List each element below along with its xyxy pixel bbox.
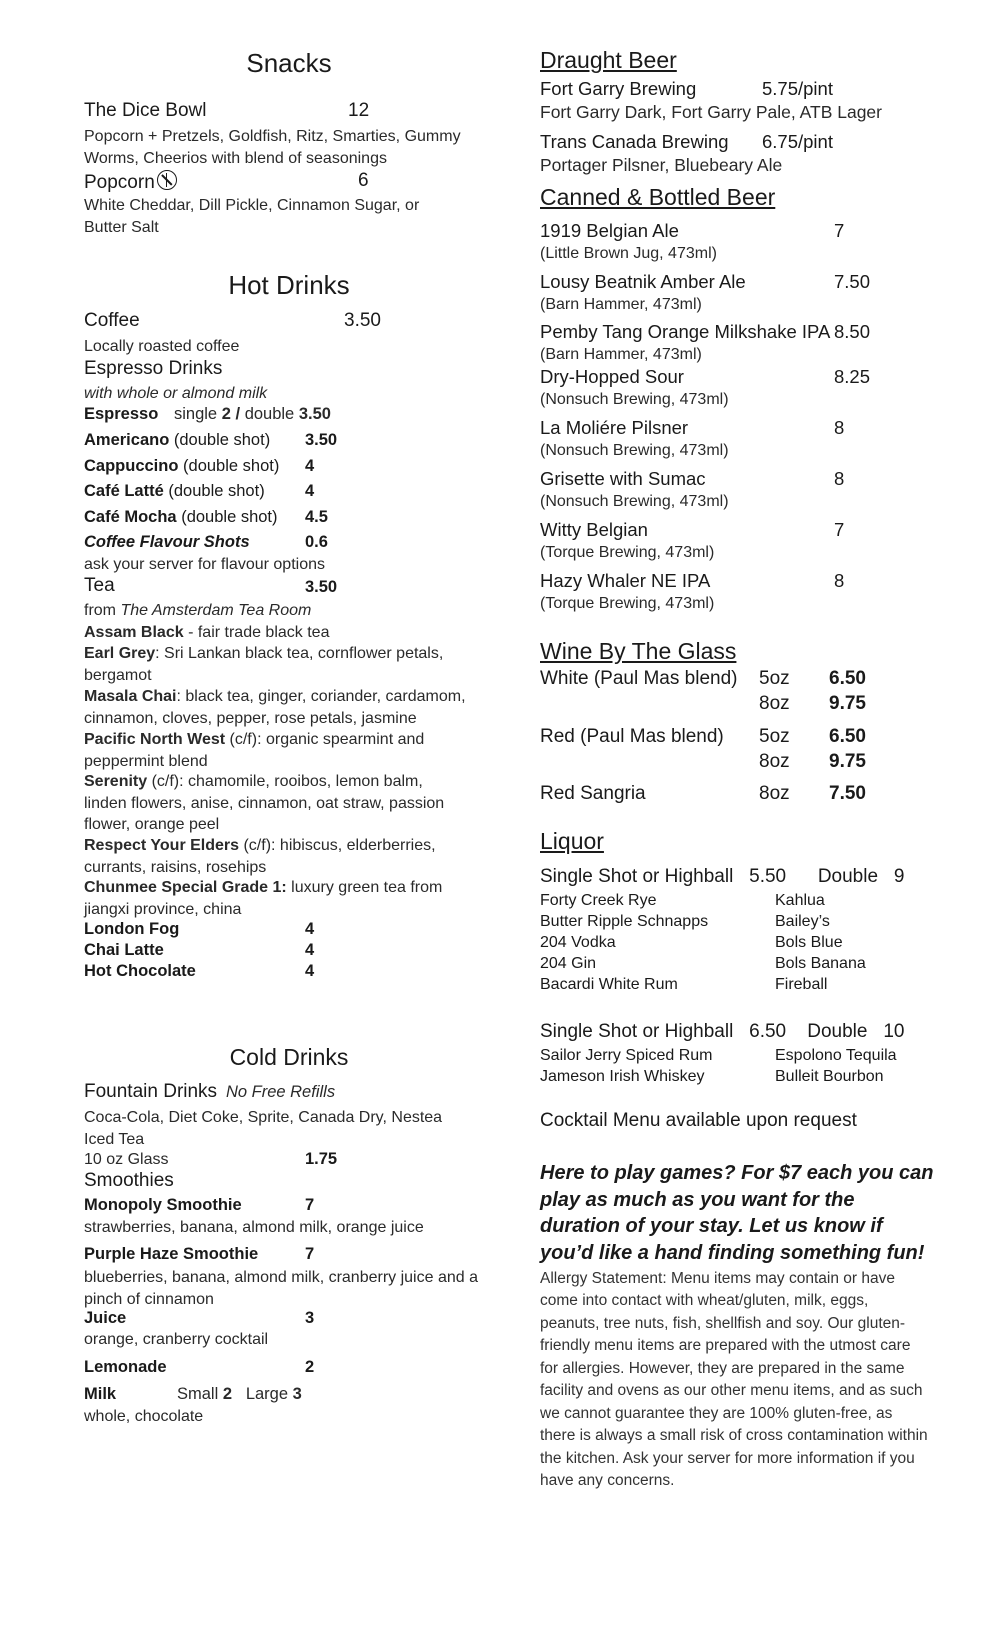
popcorn-name: Popcorn <box>84 172 155 193</box>
juice-price: 3 <box>305 1309 315 1327</box>
beer-lousy-beatnik-desc: (Barn Hammer, 473ml) <box>540 296 702 313</box>
beer-witty-belgian-name: Witty Belgian <box>540 519 648 540</box>
liquor-tier2-double-price: 10 <box>883 1021 905 1042</box>
tea-assam: Assam Black - fair trade black tea <box>84 624 330 641</box>
mocha-name: Café Mocha <box>84 508 177 526</box>
dice-bowl-name: The Dice Bowl <box>84 100 207 121</box>
latte-name: Café Latté <box>84 482 164 500</box>
red-wine-price-2: 9.75 <box>829 751 866 772</box>
latte-price: 4 <box>305 482 315 500</box>
tea-from-name: The Amsterdam Tea Room <box>120 602 312 619</box>
red-wine-price-1: 6.50 <box>829 726 866 747</box>
beer-pemby-tang-price: 8.50 <box>834 321 871 342</box>
liquor-tier1-single-price: 5.50 <box>749 866 787 887</box>
sangria-name: Red Sangria <box>540 783 646 804</box>
beer-1919-price: 7 <box>834 220 845 241</box>
tea-assam-name: Assam Black <box>84 624 184 641</box>
liquor-tier1-header <box>540 866 904 889</box>
sangria-size: 8oz <box>759 783 790 804</box>
chai-latte-price: 4 <box>305 941 315 959</box>
espresso-drinks-note: with whole or almond milk <box>84 385 268 402</box>
lemonade-name: Lemonade <box>84 1358 167 1376</box>
beer-witty-belgian-desc: (Torque Brewing, 473ml) <box>540 544 715 561</box>
liquor-tier2-left-0: Sailor Jerry Spiced Rum <box>540 1047 713 1064</box>
liquor-tier1-left-3: 204 Gin <box>540 955 597 972</box>
milk-desc: whole, chocolate <box>84 1408 204 1425</box>
liquor-tier2-left-1: Jameson Irish Whiskey <box>540 1068 705 1085</box>
hot-chocolate-price: 4 <box>305 962 315 980</box>
trans-canada-desc: Portager Pilsner, Bluebeary Ale <box>540 155 783 175</box>
beer-la-moliere-name: La Moliére Pilsner <box>540 417 689 438</box>
cappuccino-row <box>84 457 279 477</box>
tea-source <box>84 601 311 620</box>
fountain-name: Fountain Drinks <box>84 1081 218 1102</box>
americano-price: 3.50 <box>305 431 338 449</box>
lemonade-price: 2 <box>305 1358 315 1376</box>
tea-chunmee-name: Chunmee Special Grade 1: <box>84 879 287 896</box>
mocha-note: (double shot) <box>181 508 278 526</box>
cappuccino-note: (double shot) <box>183 457 280 475</box>
fort-garry-price: 5.75/pint <box>762 78 833 99</box>
espresso-double-label: double <box>244 405 295 423</box>
canned-beer-heading: Canned & Bottled Beer <box>540 184 776 210</box>
tea-earl-grey-name: Earl Grey <box>84 645 156 662</box>
popcorn-price: 6 <box>358 170 369 191</box>
dice-bowl-price: 12 <box>348 100 370 121</box>
tea-serenity-name: Serenity <box>84 773 148 790</box>
liquor-tier1-left-0: Forty Creek Rye <box>540 892 657 909</box>
coffee-desc: Locally roasted coffee <box>84 338 240 355</box>
liquor-tier2-double-label: Double <box>807 1021 868 1042</box>
white-wine-size-2: 8oz <box>759 693 790 714</box>
beer-la-moliere-price: 8 <box>834 417 845 438</box>
tea-pacific-nw: Pacific North West (c/f): organic spearmint and peppermint blend <box>84 731 425 770</box>
cocktail-note: Cocktail Menu available upon request <box>540 1110 857 1131</box>
juice-desc: orange, cranberry cocktail <box>84 1331 269 1348</box>
liquor-tier1-double-label: Double <box>817 866 879 887</box>
beer-pemby-tang-name: Pemby Tang Orange Milkshake IPA <box>540 321 831 342</box>
liquor-tier1-double-price: 9 <box>893 866 905 887</box>
cold-drinks-heading: Cold Drinks <box>229 1044 349 1070</box>
fountain-row <box>84 1081 335 1104</box>
fountain-size: 10 oz Glass <box>84 1151 169 1168</box>
tea-serenity: Serenity (c/f): chamomile, rooibos, lemon balm, linden flowers, anise, cinnamon, oat straw, passion flower, orange peel <box>84 773 445 833</box>
liquor-tier2-right-1: Bulleit Bourbon <box>775 1068 884 1085</box>
liquor-tier1-right-1: Bailey’s <box>775 913 830 930</box>
beer-hazy-whaler-desc: (Torque Brewing, 473ml) <box>540 595 715 612</box>
liquor-tier1-label: Single Shot or Highball <box>540 866 734 887</box>
liquor-tier1-left-1: Butter Ripple Schnapps <box>540 913 709 930</box>
mocha-price: 4.5 <box>305 508 328 526</box>
beer-dry-hopped-name: Dry-Hopped Sour <box>540 366 684 387</box>
americano-note: (double shot) <box>173 431 271 449</box>
liquor-tier1-right-3: Bols Banana <box>775 955 866 972</box>
purple-haze-name: Purple Haze Smoothie <box>84 1245 259 1263</box>
liquor-tier2-header <box>540 1021 904 1044</box>
smoothies-title: Smoothies <box>84 1170 174 1191</box>
chai-latte-name: Chai Latte <box>84 941 164 959</box>
fort-garry-desc: Fort Garry Dark, Fort Garry Pale, ATB Lager <box>540 102 882 122</box>
flavour-shots-desc: ask your server for flavour options <box>84 556 325 573</box>
beer-la-moliere-desc: (Nonsuch Brewing, 473ml) <box>540 442 729 459</box>
espresso-double-price: 3.50 <box>298 405 331 423</box>
espresso-single-label: single <box>174 405 218 423</box>
tea-masala-chai-name: Masala Chai <box>84 688 177 705</box>
trans-canada-name: Trans Canada Brewing <box>540 131 729 152</box>
liquor-tier1-right-0: Kahlua <box>775 892 825 909</box>
beer-dry-hopped-desc: (Nonsuch Brewing, 473ml) <box>540 391 729 408</box>
beer-grisette-price: 8 <box>834 468 845 489</box>
tea-name: Tea <box>84 575 115 596</box>
monopoly-price: 7 <box>305 1196 315 1214</box>
popcorn-name-row <box>84 170 177 195</box>
beer-hazy-whaler-price: 8 <box>834 570 845 591</box>
milk-large-label: Large <box>245 1385 289 1403</box>
wine-heading: Wine By The Glass <box>540 638 737 664</box>
sangria-price: 7.50 <box>829 783 866 804</box>
dice-bowl-desc: Popcorn + Pretzels, Goldfish, Ritz, Smarties, Gummy Worms, Cheerios with blend of seasonings <box>84 128 461 167</box>
espresso-slash: / <box>235 405 241 423</box>
americano-row <box>84 431 270 451</box>
coffee-name: Coffee <box>84 310 140 331</box>
beer-witty-belgian-price: 7 <box>834 519 845 540</box>
allergy-statement: Allergy Statement: Menu items may contain or have come into contact with wheat/gluten, milk, eggs, peanuts, tree nuts, fish, shellfish and soy. Our gluten-friendly menu items are prepared with the utmost care for allergies. However, they are prepared in the same facility and ovens as our other menu items, and as such we cannot guarantee they are 100% gluten-free, as there is always a small risk of cross contamination within the kitchen. Ask your server for more information if you have any concerns. <box>540 1270 928 1490</box>
milk-name: Milk <box>84 1385 117 1403</box>
white-wine-name: White (Paul Mas blend) <box>540 668 738 689</box>
london-fog-name: London Fog <box>84 920 180 938</box>
latte-row <box>84 482 265 502</box>
liquor-heading: Liquor <box>540 828 604 854</box>
red-wine-size-2: 8oz <box>759 751 790 772</box>
milk-prices <box>177 1385 302 1405</box>
beer-grisette-name: Grisette with Sumac <box>540 468 706 489</box>
hot-drinks-heading: Hot Drinks <box>228 270 350 300</box>
espresso-prices <box>174 405 331 425</box>
trans-canada-price: 6.75/pint <box>762 131 833 152</box>
purple-haze-price: 7 <box>305 1245 315 1263</box>
cappuccino-name: Cappuccino <box>84 457 179 475</box>
purple-haze-desc: blueberries, banana, almond milk, cranberry juice and a pinch of cinnamon <box>84 1269 478 1308</box>
americano-name: Americano <box>84 431 170 449</box>
beer-lousy-beatnik-name: Lousy Beatnik Amber Ale <box>540 271 746 292</box>
beer-1919-name: 1919 Belgian Ale <box>540 220 679 241</box>
tea-respect-elders-name: Respect Your Elders <box>84 837 240 854</box>
tea-chunmee: Chunmee Special Grade 1: luxury green tea from jiangxi province, china <box>84 879 443 918</box>
games-promo: Here to play games? For $7 each you can play as much as you want for the duration of your stay. Let us know if you’d like a hand finding something fun! <box>540 1162 934 1264</box>
beer-grisette-desc: (Nonsuch Brewing, 473ml) <box>540 493 729 510</box>
nut-free-icon <box>157 170 177 190</box>
beer-hazy-whaler-name: Hazy Whaler NE IPA <box>540 570 711 591</box>
flavour-shots-name: Coffee Flavour Shots <box>84 533 250 551</box>
beer-1919-desc: (Little Brown Jug, 473ml) <box>540 245 717 262</box>
liquor-tier1-right-2: Bols Blue <box>775 934 843 951</box>
latte-note: (double shot) <box>168 482 265 500</box>
white-wine-price-1: 6.50 <box>829 668 866 689</box>
juice-name: Juice <box>84 1309 127 1327</box>
fountain-note: No Free Refills <box>225 1083 336 1101</box>
milk-large-price: 3 <box>292 1385 302 1403</box>
milk-small-price: 2 <box>222 1385 233 1403</box>
london-fog-price: 4 <box>305 920 315 938</box>
liquor-tier1-right-4: Fireball <box>775 976 828 993</box>
hot-chocolate-name: Hot Chocolate <box>84 962 196 980</box>
tea-masala-chai: Masala Chai: black tea, ginger, coriander, cardamom, cinnamon, cloves, pepper, rose petals, jasmine <box>84 688 466 727</box>
beer-pemby-tang-desc: (Barn Hammer, 473ml) <box>540 346 702 363</box>
red-wine-size-1: 5oz <box>759 726 790 747</box>
beer-dry-hopped-price: 8.25 <box>834 366 871 387</box>
draught-beer-heading: Draught Beer <box>540 47 677 73</box>
beer-lousy-beatnik-price: 7.50 <box>834 271 871 292</box>
red-wine-name: Red (Paul Mas blend) <box>540 726 724 747</box>
tea-earl-grey: Earl Grey: Sri Lankan black tea, cornflower petals, bergamot <box>84 645 444 684</box>
fountain-price: 1.75 <box>305 1150 338 1168</box>
liquor-tier1-left-4: Bacardi White Rum <box>540 976 678 993</box>
white-wine-price-2: 9.75 <box>829 693 866 714</box>
tea-pacific-nw-name: Pacific North West <box>84 731 226 748</box>
fort-garry-name: Fort Garry Brewing <box>540 78 697 99</box>
fountain-desc: Coca-Cola, Diet Coke, Sprite, Canada Dry, Nestea Iced Tea <box>84 1109 443 1148</box>
monopoly-name: Monopoly Smoothie <box>84 1196 242 1214</box>
tea-price: 3.50 <box>305 578 338 596</box>
liquor-tier1-left-2: 204 Vodka <box>540 934 616 951</box>
cappuccino-price: 4 <box>305 457 315 475</box>
popcorn-desc: White Cheddar, Dill Pickle, Cinnamon Sugar, or Butter Salt <box>84 197 420 236</box>
espresso-name: Espresso <box>84 405 159 423</box>
liquor-tier2-single-price: 6.50 <box>749 1021 787 1042</box>
white-wine-size-1: 5oz <box>759 668 790 689</box>
liquor-tier2-right-0: Espolono Tequila <box>775 1047 897 1064</box>
tea-respect-elders: Respect Your Elders (c/f): hibiscus, elderberries, currants, raisins, rosehips <box>84 837 436 876</box>
monopoly-desc: strawberries, banana, almond milk, orange juice <box>84 1219 424 1236</box>
snacks-heading: Snacks <box>246 48 332 78</box>
coffee-price: 3.50 <box>344 310 381 331</box>
milk-small-label: Small <box>177 1385 219 1403</box>
flavour-shots-price: 0.6 <box>305 533 328 551</box>
liquor-tier2-label: Single Shot or Highball <box>540 1021 734 1042</box>
espresso-single-price: 2 <box>221 405 231 423</box>
tea-from-label: from <box>84 602 116 619</box>
espresso-drinks-title: Espresso Drinks <box>84 358 223 379</box>
mocha-row <box>84 508 278 528</box>
